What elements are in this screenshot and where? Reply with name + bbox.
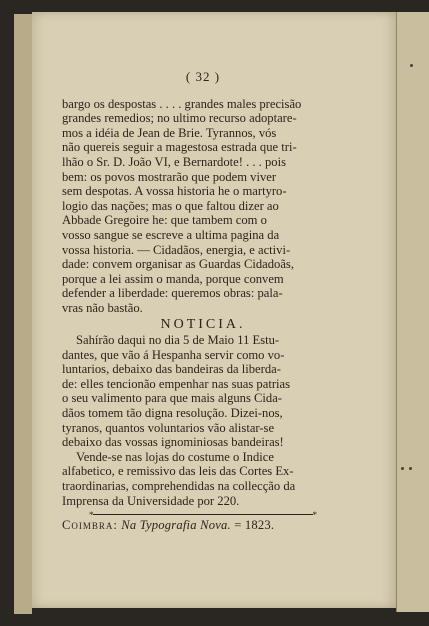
rule-ornament: * (312, 510, 317, 521)
text-line: dade: convem organisar as Guardas Cidadoãs, (62, 257, 294, 272)
text-line: não quereis seguir a magestosa estrada que tri- (62, 140, 297, 155)
text-line: traordinarias, comprehendidas na collecção da (62, 479, 296, 494)
imprint-press: Na Typografia Nova. (121, 518, 231, 533)
right-page-edge (397, 12, 429, 612)
margin-mark (409, 467, 412, 470)
text-line: bem: os povos mostrarão que podem viver (62, 169, 277, 184)
text-line: o seu valimento para que mais alguns Cida- (62, 391, 282, 406)
text-line: luntarios, debaixo das bandeiras da liberda- (62, 362, 281, 377)
text-line: de: elles tencionão empenhar nas suas patrias (62, 376, 291, 391)
imprint-year: 1823. (244, 518, 275, 533)
text-line: dãos tomem tão digna resolução. Dizei-nos, (62, 406, 283, 421)
imprint-line (62, 518, 344, 533)
text-line: Imprensa da Universidade por 220. (62, 493, 240, 508)
text-line: dantes, que vão á Hespanha servir como vo- (62, 347, 285, 362)
text-line: bargo os despostas . . . . grandes males precisão (62, 96, 302, 111)
left-page-edge (14, 14, 32, 614)
text-line: Sahírão daqui no dia 5 de Maio 11 Estu- (76, 333, 280, 348)
imprint-city: Coimbra: (62, 518, 118, 533)
text-line: lhão o Sr. D. João VI, e Bernardote! . . . pois (62, 154, 286, 169)
ornamental-rule (89, 510, 317, 521)
body-paragraph (62, 97, 344, 316)
text-line: debaixo das vossas ignominiosas bandeiras! (62, 435, 284, 450)
text-line: tyranos, quantos voluntarios vão alistar-se (62, 420, 275, 435)
rule-ornament: * (89, 510, 94, 521)
text-line: Vende-se nas lojas do costume o Indice (76, 449, 274, 464)
margin-mark (410, 64, 413, 67)
text-line: porque a lei assim o manda, porque convem (62, 271, 284, 286)
page-text (62, 70, 344, 533)
text-line: alfabetico, e remissivo das leis das Cortes Ex- (62, 464, 294, 479)
text-line: vosso sangue se escreve a ultima pagina da (62, 227, 280, 242)
sale-paragraph (62, 450, 344, 508)
text-line: grandes remedios; no ultimo recurso adoptare- (62, 111, 297, 126)
notice-paragraph (62, 333, 344, 450)
text-line: Abbade Gregoire he: que tambem com o (62, 213, 267, 228)
page-number: ( 32 ) (185, 69, 221, 84)
text-line: sem despotas. A vossa historia he o martyro- (62, 184, 287, 199)
text-line: vossa historia. — Cidadãos, energia, e activi- (62, 242, 291, 257)
text-line: defender a liberdade: queremos obras: pala- (62, 286, 283, 301)
notice-heading: NOTICIA. (160, 316, 246, 332)
margin-mark (401, 467, 404, 470)
text-line: logio das nações; mas o que faltou dizer ao (62, 198, 279, 213)
text-line: vras não bastão. (62, 300, 143, 315)
imprint-separator: = (234, 518, 242, 533)
text-line: mos a idéia de Jean de Brie. Tyrannos, vós (62, 125, 277, 140)
